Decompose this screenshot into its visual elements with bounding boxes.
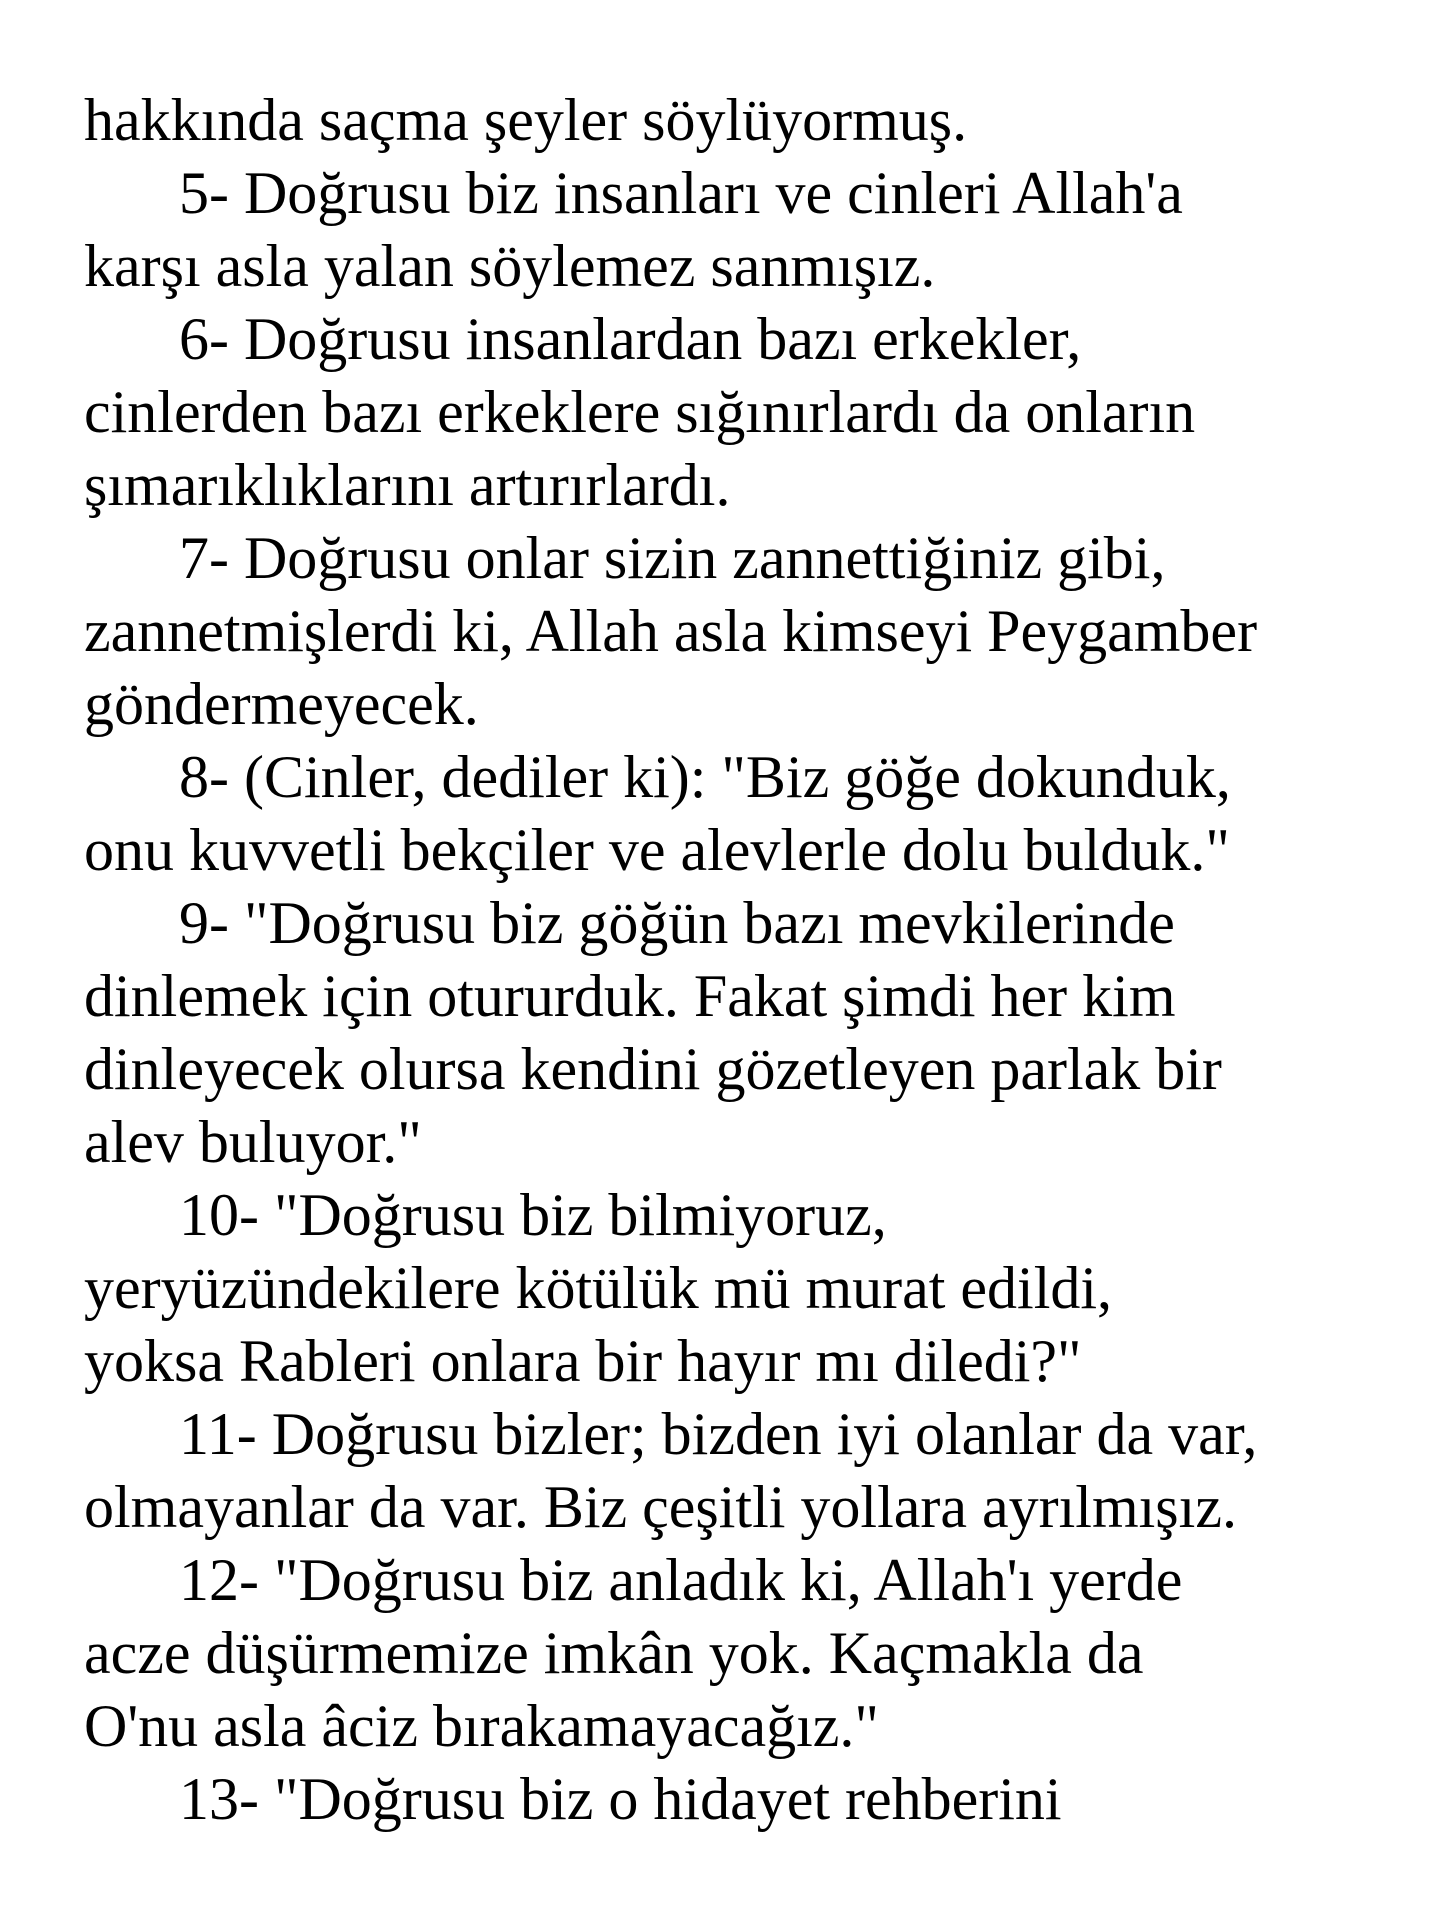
text-line: hakkında saçma şeyler söylüyormuş. xyxy=(84,87,968,153)
verse-line-7: 7- Doğrusu onlar sizin zannettiğiniz gibi, xyxy=(179,525,1166,591)
text-line: dinlemek için otururduk. Fakat şimdi her kim xyxy=(84,963,1176,1029)
verse-line-11: 11- Doğrusu bizler; bizden iyi olanlar da var, xyxy=(179,1401,1258,1467)
verse-line-8: 8- (Cinler, dediler ki): "Biz göğe dokunduk, xyxy=(179,744,1231,810)
text-line: göndermeyecek. xyxy=(84,671,479,737)
body-text xyxy=(84,84,1384,1836)
text-line: cinlerden bazı erkeklere sığınırlardı da onların xyxy=(84,379,1196,445)
text-line: dinleyecek olursa kendini gözetleyen parlak bir xyxy=(84,1036,1222,1102)
verse-line-6: 6- Doğrusu insanlardan bazı erkekler, xyxy=(179,306,1082,372)
verse-line-10: 10- "Doğrusu biz bilmiyoruz, xyxy=(179,1182,887,1248)
verse-line-12: 12- "Doğrusu biz anladık ki, Allah'ı yerde xyxy=(179,1547,1183,1613)
text-line: onu kuvvetli bekçiler ve alevlerle dolu bulduk." xyxy=(84,817,1230,883)
text-line: yoksa Rableri onlara bir hayır mı diledi?" xyxy=(84,1328,1082,1394)
text-line: alev buluyor." xyxy=(84,1109,422,1175)
text-line: karşı asla yalan söylemez sanmışız. xyxy=(84,233,936,299)
text-line: şımarıklıklarını artırırlardı. xyxy=(84,452,731,518)
text-line: acze düşürmemize imkân yok. Kaçmakla da xyxy=(84,1620,1144,1686)
text-line: O'nu asla âciz bırakamayacağız." xyxy=(84,1693,879,1759)
verse-line-13: 13- "Doğrusu biz o hidayet rehberini xyxy=(179,1766,1062,1832)
text-line: zannetmişlerdi ki, Allah asla kimseyi Peygamber xyxy=(84,598,1258,664)
verse-line-9: 9- "Doğrusu biz göğün bazı mevkilerinde xyxy=(179,890,1175,956)
text-line: yeryüzündekilere kötülük mü murat edildi, xyxy=(84,1255,1113,1321)
text-line: olmayanlar da var. Biz çeşitli yollara ayrılmışız. xyxy=(84,1474,1237,1540)
verse-line-5: 5- Doğrusu biz insanları ve cinleri Allah'a xyxy=(179,160,1183,226)
